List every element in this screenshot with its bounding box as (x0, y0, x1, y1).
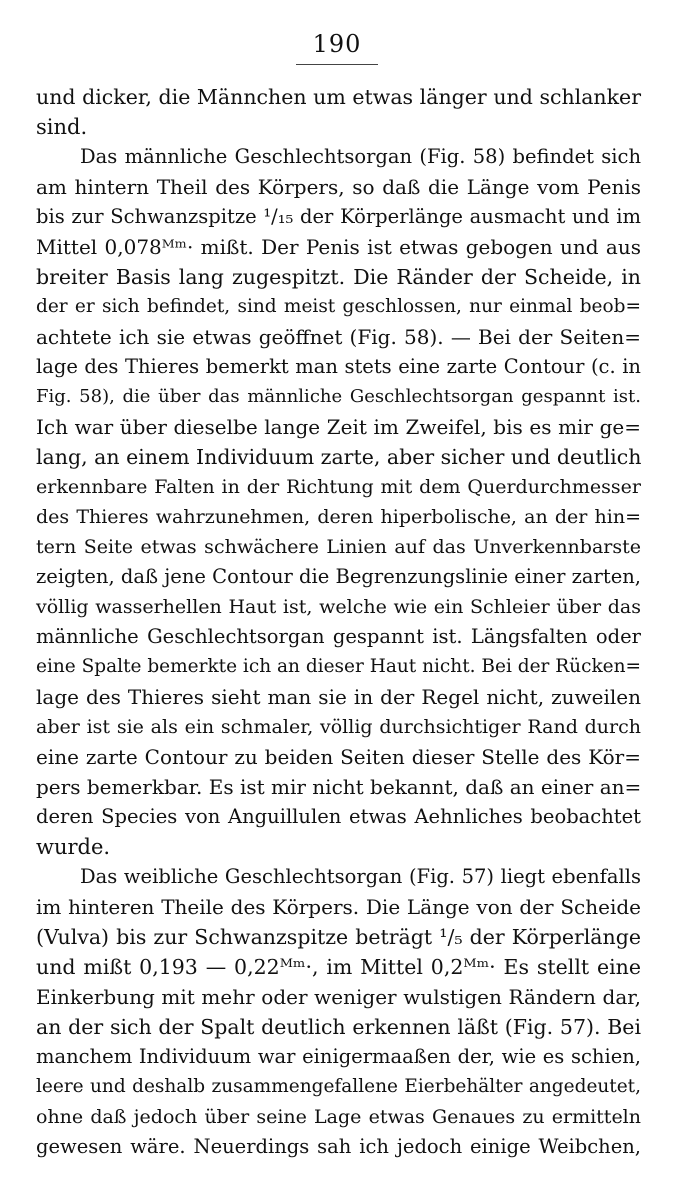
text-line: der er sich befindet, sind meist geschlossen, nur einmal beob= (36, 296, 641, 317)
text-line: wurde. (36, 835, 111, 859)
text-line: völlig wasserhellen Haut ist, welche wie ein Schleier über das (36, 596, 641, 618)
text-line: lage des Thieres bemerkt man stets eine zarte Contour (c. in (36, 355, 641, 378)
text-line: Das männliche Geschlechtsorgan (Fig. 58) befindet sich (80, 145, 641, 168)
text-line: erkennbare Falten in der Richtung mit dem Querdurchmesser (36, 476, 641, 498)
text-line: deren Species von Anguillulen etwas Aehnliches beobachtet (36, 805, 641, 828)
text-line: gewesen wäre. Neuerdings sah ich jedoch einige Weibchen, (36, 1135, 641, 1158)
text-line: Fig. 58), die über das männliche Geschlechtsorgan gespannt ist. (36, 386, 641, 407)
text-line: pers bemerkbar. Es ist mir nicht bekannt, daß an einer an= (36, 775, 642, 799)
text-line: und dicker, die Männchen um etwas länger und schlanker (36, 85, 641, 109)
text-line: im hinteren Theile des Körpers. Die Länge von der Scheide (36, 895, 641, 919)
text-line: manchem Individuum war einigermaaßen der, wie es schien, (36, 1045, 641, 1068)
text-line: (Vulva) bis zur Schwanzspitze beträgt ¹/₅ der Körperlänge (36, 925, 641, 949)
text-line: breiter Basis lang zugespitzt. Die Ränder der Scheide, in (36, 265, 641, 289)
text-line: achtete ich sie etwas geöffnet (Fig. 58). — Bei der Seiten= (36, 325, 641, 349)
text-line: tern Seite etwas schwächere Linien auf das Unverkennbarste (36, 536, 641, 558)
text-line: leere und deshalb zusammengefallene Eierbehälter angedeutet, (36, 1076, 641, 1097)
text-line: ohne daß jedoch über seine Lage etwas Genaues zu ermitteln (36, 1106, 641, 1128)
text-line: an der sich der Spalt deutlich erkennen läßt (Fig. 57). Bei (36, 1015, 641, 1039)
text-line: Einkerbung mit mehr oder weniger wulstigen Rändern dar, (36, 985, 641, 1009)
text-line: und mißt 0,193 — 0,22ᴹᵐ·, im Mittel 0,2ᴹᵐ· Es stellt eine (36, 955, 641, 979)
text-line: aber ist sie als ein schmaler, völlig durchsichtiger Rand durch (36, 716, 641, 738)
text-line: eine zarte Contour zu beiden Seiten dieser Stelle des Kör= (36, 745, 641, 769)
text-line: Das weibliche Geschlechtsorgan (Fig. 57) liegt ebenfalls (80, 865, 641, 888)
text-line: männliche Geschlechtsorgan gespannt ist. Längsfalten oder (36, 625, 641, 648)
text-line: zeigten, daß jene Contour die Begrenzungslinie einer zarten, (36, 565, 641, 588)
header-rule (296, 64, 378, 65)
page-number: 190 (312, 30, 362, 58)
text-line: am hintern Theil des Körpers, so daß die Länge vom Penis (36, 175, 641, 199)
text-line: Ich war über dieselbe lange Zeit im Zweifel, bis es mir ge= (36, 415, 641, 439)
text-line: lang, an einem Individuum zarte, aber sicher und deutlich (36, 445, 642, 469)
text-line: des Thieres wahrzunehmen, deren hiperbolische, an der hin= (36, 506, 641, 528)
text-line: lage des Thieres sieht man sie in der Regel nicht, zuweilen (36, 685, 641, 709)
text-line: bis zur Schwanzspitze ¹/₁₅ der Körperlänge ausmacht und im (36, 205, 641, 228)
text-line: Mittel 0,078ᴹᵐ· mißt. Der Penis ist etwas gebogen und aus (36, 235, 641, 259)
text-line: eine Spalte bemerkte ich an dieser Haut nicht. Bei der Rücken= (36, 656, 642, 677)
text-line: sind. (36, 115, 88, 139)
